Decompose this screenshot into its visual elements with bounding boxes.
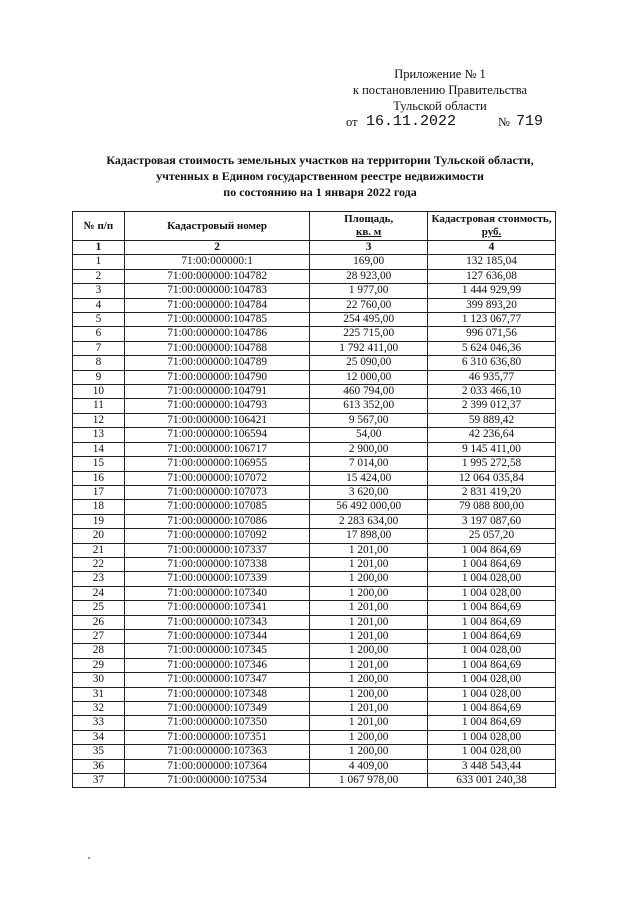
area-value: 1 200,00: [310, 586, 428, 600]
row-number: 31: [73, 687, 125, 701]
appendix-resolution: к постановлению Правительства: [352, 83, 528, 97]
header-area-line1: Площадь,: [344, 213, 394, 225]
cadastral-value: 1 995 272,58: [428, 457, 556, 471]
row-number: 5: [73, 313, 125, 327]
area-value: 1 200,00: [310, 687, 428, 701]
cadastral-number: 71:00:000000:107349: [124, 702, 309, 716]
header-value-line2: руб.: [481, 226, 502, 238]
area-value: 7 014,00: [310, 457, 428, 471]
row-number: 13: [73, 428, 125, 442]
area-value: 1 200,00: [310, 572, 428, 586]
cadastral-value: 1 004 864,69: [428, 702, 556, 716]
cadastral-value: 1 004 028,00: [428, 673, 556, 687]
table-row: [73, 529, 556, 543]
area-value: 1 200,00: [310, 673, 428, 687]
column-index: 2: [124, 241, 309, 255]
row-number: 22: [73, 557, 125, 571]
cadastral-value: 59 889,42: [428, 413, 556, 427]
row-number: 11: [73, 399, 125, 413]
area-value: 22 760,00: [310, 298, 428, 312]
row-number: 19: [73, 514, 125, 528]
cadastral-number: 71:00:000000:107337: [124, 543, 309, 557]
table-row: [73, 658, 556, 672]
row-number: 29: [73, 658, 125, 672]
title-line-1: Кадастровая стоимость земельных участков на территории Тульской области,: [106, 153, 534, 167]
table-row: [73, 255, 556, 269]
row-number: 10: [73, 385, 125, 399]
area-value: 17 898,00: [310, 529, 428, 543]
cadastral-number: 71:00:000000:107341: [124, 601, 309, 615]
area-value: 169,00: [310, 255, 428, 269]
area-value: 460 794,00: [310, 385, 428, 399]
cadastral-value: 46 935,77: [428, 370, 556, 384]
cadastral-number: 71:00:000000:104782: [124, 269, 309, 283]
row-number: 12: [73, 413, 125, 427]
area-value: 1 067 978,00: [310, 774, 428, 788]
cadastral-number: 71:00:000000:106955: [124, 457, 309, 471]
cadastral-number: 71:00:000000:107346: [124, 658, 309, 672]
row-number: 20: [73, 529, 125, 543]
header-value-line1: Кадастровая стоимость,: [431, 213, 552, 225]
title-line-2: учтенных в Едином государственном реестре недвижимости: [156, 169, 484, 183]
cadastral-number: 71:00:000000:104785: [124, 313, 309, 327]
cadastral-value: 3 448 543,44: [428, 759, 556, 773]
cadastral-value-table: [72, 211, 556, 788]
table-row: [73, 313, 556, 327]
cadastral-value: 1 004 864,69: [428, 557, 556, 571]
row-number: 36: [73, 759, 125, 773]
cadastral-value: 1 004 028,00: [428, 572, 556, 586]
row-number: 37: [73, 774, 125, 788]
area-value: 54,00: [310, 428, 428, 442]
area-value: 4 409,00: [310, 759, 428, 773]
area-value: 9 567,00: [310, 413, 428, 427]
cadastral-value: 3 197 087,60: [428, 514, 556, 528]
cadastral-value: 1 123 067,77: [428, 313, 556, 327]
cadastral-value: 1 004 864,69: [428, 629, 556, 643]
cadastral-number: 71:00:000000:107344: [124, 629, 309, 643]
table-row: [73, 774, 556, 788]
area-value: 56 492 000,00: [310, 500, 428, 514]
cadastral-number: 71:00:000000:107343: [124, 615, 309, 629]
cadastral-value: 996 071,56: [428, 327, 556, 341]
area-value: 1 201,00: [310, 629, 428, 643]
area-value: 15 424,00: [310, 471, 428, 485]
cadastral-value: 5 624 046,36: [428, 341, 556, 355]
cadastral-number: 71:00:000000:104790: [124, 370, 309, 384]
cadastral-number: 71:00:000000:104783: [124, 284, 309, 298]
cadastral-number: 71:00:000000:106421: [124, 413, 309, 427]
cadastral-value: 1 004 864,69: [428, 716, 556, 730]
table-row: [73, 269, 556, 283]
column-index: 1: [73, 241, 125, 255]
area-value: 1 201,00: [310, 557, 428, 571]
table-row: [73, 457, 556, 471]
table-row: [73, 442, 556, 456]
table-row: [73, 673, 556, 687]
header-cadastral-number: Кадастровый номер: [124, 212, 309, 241]
scan-speck: [88, 857, 90, 859]
table-row: [73, 298, 556, 312]
cadastral-number: 71:00:000000:104788: [124, 341, 309, 355]
cadastral-value: 2 033 466,10: [428, 385, 556, 399]
table-row: [73, 485, 556, 499]
cadastral-value: 127 636,08: [428, 269, 556, 283]
appendix-title: Приложение № 1: [394, 67, 486, 81]
row-number: 16: [73, 471, 125, 485]
table-row: [73, 586, 556, 600]
area-value: 1 201,00: [310, 543, 428, 557]
table-body: [73, 255, 556, 788]
cadastral-value: 1 444 929,99: [428, 284, 556, 298]
area-value: 12 000,00: [310, 370, 428, 384]
resolution-date: 16.11.2022: [366, 113, 457, 130]
row-number: 32: [73, 702, 125, 716]
table-row: [73, 601, 556, 615]
row-number: 34: [73, 730, 125, 744]
table-row: [73, 341, 556, 355]
area-value: 1 977,00: [310, 284, 428, 298]
row-number: 2: [73, 269, 125, 283]
table-row: [73, 629, 556, 643]
row-number: 17: [73, 485, 125, 499]
area-value: 2 283 634,00: [310, 514, 428, 528]
row-number: 24: [73, 586, 125, 600]
cadastral-value: 2 831 419,20: [428, 485, 556, 499]
row-number: 1: [73, 255, 125, 269]
cadastral-value: 25 057,20: [428, 529, 556, 543]
area-value: 3 620,00: [310, 485, 428, 499]
cadastral-value: 1 004 028,00: [428, 687, 556, 701]
table-row: [73, 687, 556, 701]
row-number: 27: [73, 629, 125, 643]
cadastral-number: 71:00:000000:104784: [124, 298, 309, 312]
row-number: 3: [73, 284, 125, 298]
cadastral-number: 71:00:000000:107350: [124, 716, 309, 730]
cadastral-value: 1 004 028,00: [428, 745, 556, 759]
table-row: [73, 413, 556, 427]
table-row: [73, 716, 556, 730]
cadastral-number: 71:00:000000:106717: [124, 442, 309, 456]
table-row: [73, 557, 556, 571]
cadastral-value: 1 004 028,00: [428, 586, 556, 600]
row-number: 30: [73, 673, 125, 687]
row-number: 25: [73, 601, 125, 615]
row-number: 26: [73, 615, 125, 629]
cadastral-number: 71:00:000000:107085: [124, 500, 309, 514]
area-value: 1 201,00: [310, 716, 428, 730]
row-number: 8: [73, 356, 125, 370]
cadastral-number: 71:00:000000:104786: [124, 327, 309, 341]
row-number: 15: [73, 457, 125, 471]
row-number: 9: [73, 370, 125, 384]
number-label: №: [498, 115, 510, 129]
header-number: № п/п: [73, 212, 125, 241]
cadastral-value: 633 001 240,38: [428, 774, 556, 788]
cadastral-value: 1 004 028,00: [428, 644, 556, 658]
cadastral-number: 71:00:000000:107340: [124, 586, 309, 600]
cadastral-value: 1 004 864,69: [428, 615, 556, 629]
area-value: 225 715,00: [310, 327, 428, 341]
document-title: [60, 152, 580, 200]
row-number: 14: [73, 442, 125, 456]
table-row: [73, 745, 556, 759]
area-value: 1 201,00: [310, 702, 428, 716]
title-line-3: по состоянию на 1 января 2022 года: [223, 185, 417, 199]
cadastral-number: 71:00:000000:107339: [124, 572, 309, 586]
header-area: [310, 212, 428, 241]
table-row: [73, 284, 556, 298]
row-number: 28: [73, 644, 125, 658]
area-value: 1 200,00: [310, 730, 428, 744]
table-row: [73, 514, 556, 528]
cadastral-number: 71:00:000000:107363: [124, 745, 309, 759]
header-cadastral-value: [428, 212, 556, 241]
table-row: [73, 385, 556, 399]
cadastral-value: 1 004 864,69: [428, 543, 556, 557]
cadastral-number: 71:00:000000:107364: [124, 759, 309, 773]
cadastral-value: 399 893,20: [428, 298, 556, 312]
table-row: [73, 500, 556, 514]
table-row: [73, 370, 556, 384]
cadastral-value: 1 004 864,69: [428, 658, 556, 672]
area-value: 1 200,00: [310, 644, 428, 658]
cadastral-number: 71:00:000000:104791: [124, 385, 309, 399]
cadastral-number: 71:00:000000:107348: [124, 687, 309, 701]
cadastral-number: 71:00:000000:104793: [124, 399, 309, 413]
appendix-block: [340, 66, 540, 114]
row-number: 23: [73, 572, 125, 586]
cadastral-number: 71:00:000000:107338: [124, 557, 309, 571]
row-number: 18: [73, 500, 125, 514]
area-value: 1 201,00: [310, 601, 428, 615]
cadastral-number: 71:00:000000:107092: [124, 529, 309, 543]
table-row: [73, 572, 556, 586]
cadastral-number: 71:00:000000:104789: [124, 356, 309, 370]
cadastral-value: 132 185,04: [428, 255, 556, 269]
row-number: 4: [73, 298, 125, 312]
table-row: [73, 327, 556, 341]
row-number: 21: [73, 543, 125, 557]
cadastral-number: 71:00:000000:107072: [124, 471, 309, 485]
area-value: 2 900,00: [310, 442, 428, 456]
cadastral-number: 71:00:000000:107086: [124, 514, 309, 528]
area-value: 28 923,00: [310, 269, 428, 283]
cadastral-number: 71:00:000000:107534: [124, 774, 309, 788]
table-row: [73, 428, 556, 442]
cadastral-value: 12 064 035,84: [428, 471, 556, 485]
cadastral-value: 42 236,64: [428, 428, 556, 442]
area-value: 613 352,00: [310, 399, 428, 413]
area-value: 1 200,00: [310, 745, 428, 759]
cadastral-number: 71:00:000000:1: [124, 255, 309, 269]
cadastral-number: 71:00:000000:107345: [124, 644, 309, 658]
cadastral-number: 71:00:000000:107347: [124, 673, 309, 687]
table-row: [73, 702, 556, 716]
area-value: 1 201,00: [310, 615, 428, 629]
cadastral-value: 6 310 636,80: [428, 356, 556, 370]
area-value: 1 792 411,00: [310, 341, 428, 355]
column-index-row: [73, 241, 556, 255]
cadastral-value: 9 145 411,00: [428, 442, 556, 456]
table-row: [73, 615, 556, 629]
table-row: [73, 644, 556, 658]
row-number: 33: [73, 716, 125, 730]
date-from-label: от: [346, 115, 358, 129]
column-index: 4: [428, 241, 556, 255]
table-row: [73, 471, 556, 485]
table-row: [73, 356, 556, 370]
cadastral-value: 1 004 864,69: [428, 601, 556, 615]
table-row: [73, 759, 556, 773]
table-row: [73, 730, 556, 744]
row-number: 6: [73, 327, 125, 341]
area-value: 25 090,00: [310, 356, 428, 370]
table-row: [73, 399, 556, 413]
area-value: 254 495,00: [310, 313, 428, 327]
table-header-row: [73, 212, 556, 241]
appendix-region: Тульской области: [393, 99, 487, 113]
header-area-line2: кв. м: [356, 226, 382, 238]
area-value: 1 201,00: [310, 658, 428, 672]
column-index: 3: [310, 241, 428, 255]
table-row: [73, 543, 556, 557]
cadastral-value: 2 399 012,37: [428, 399, 556, 413]
row-number: 7: [73, 341, 125, 355]
cadastral-number: 71:00:000000:107351: [124, 730, 309, 744]
cadastral-value: 1 004 028,00: [428, 730, 556, 744]
resolution-number: 719: [516, 113, 544, 130]
row-number: 35: [73, 745, 125, 759]
cadastral-number: 71:00:000000:106594: [124, 428, 309, 442]
cadastral-value: 79 088 800,00: [428, 500, 556, 514]
cadastral-number: 71:00:000000:107073: [124, 485, 309, 499]
